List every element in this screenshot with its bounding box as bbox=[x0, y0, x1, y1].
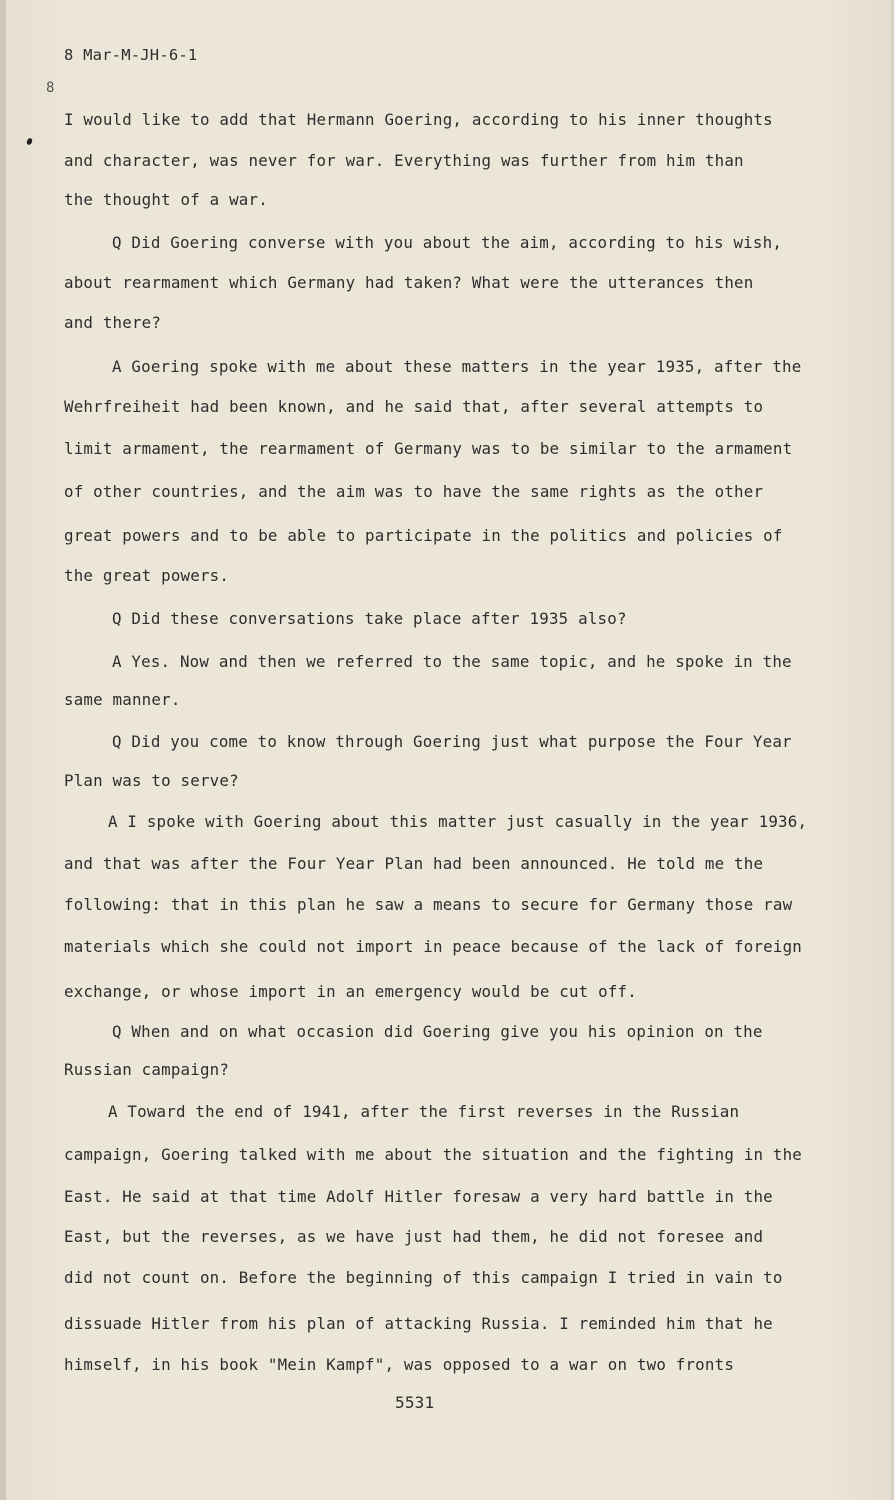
text-line: Q When and on what occasion did Goering give you his opinion on the bbox=[112, 1022, 763, 1041]
text-line: the thought of a war. bbox=[64, 190, 268, 209]
page-number: 5531 bbox=[395, 1393, 435, 1412]
text-line: Q Did these conversations take place after 1935 also? bbox=[112, 609, 627, 628]
text-line: and there? bbox=[64, 313, 162, 332]
text-line: exchange, or whose import in an emergency would be cut off. bbox=[64, 982, 637, 1001]
text-line: and character, was never for war. Everything was further from him than bbox=[64, 151, 744, 170]
margin-mark: 8 bbox=[46, 80, 55, 96]
text-line: A I spoke with Goering about this matter just casually in the year 1936, bbox=[108, 812, 808, 831]
text-line: A Toward the end of 1941, after the first reverses in the Russian bbox=[108, 1102, 740, 1121]
page-left-edge bbox=[0, 0, 6, 1500]
document-header: 8 Mar-M-JH-6-1 bbox=[64, 46, 198, 64]
text-line: and that was after the Four Year Plan had been announced. He told me the bbox=[64, 854, 764, 873]
text-line: about rearmament which Germany had taken? What were the utterances then bbox=[64, 273, 754, 292]
text-line: did not count on. Before the beginning of this campaign I tried in vain to bbox=[64, 1268, 783, 1287]
text-line: East. He said at that time Adolf Hitler foresaw a very hard battle in the bbox=[64, 1187, 773, 1206]
text-line: limit armament, the rearmament of Germany was to be similar to the armament bbox=[64, 439, 793, 458]
text-line: Q Did you come to know through Goering just what purpose the Four Year bbox=[112, 732, 792, 751]
text-line: campaign, Goering talked with me about the situation and the fighting in the bbox=[64, 1145, 802, 1164]
margin-ink-dot bbox=[26, 137, 33, 145]
text-line: of other countries, and the aim was to have the same rights as the other bbox=[64, 482, 764, 501]
text-line: I would like to add that Hermann Goering, according to his inner thoughts bbox=[64, 110, 773, 129]
text-line: East, but the reverses, as we have just had them, he did not foresee and bbox=[64, 1227, 764, 1246]
text-line: Plan was to serve? bbox=[64, 771, 239, 790]
text-line: Russian campaign? bbox=[64, 1060, 230, 1079]
text-line: himself, in his book "Mein Kampf", was opposed to a war on two fronts bbox=[64, 1355, 735, 1374]
text-line: following: that in this plan he saw a means to secure for Germany those raw bbox=[64, 895, 793, 914]
text-line: the great powers. bbox=[64, 566, 230, 585]
text-line: great powers and to be able to participate in the politics and policies of bbox=[64, 526, 783, 545]
text-line: materials which she could not import in peace because of the lack of foreign bbox=[64, 937, 802, 956]
text-line: Wehrfreiheit had been known, and he said that, after several attempts to bbox=[64, 397, 764, 416]
text-line: A Goering spoke with me about these matters in the year 1935, after the bbox=[112, 357, 802, 376]
text-line: A Yes. Now and then we referred to the same topic, and he spoke in the bbox=[112, 652, 792, 671]
text-line: Q Did Goering converse with you about the aim, according to his wish, bbox=[112, 233, 783, 252]
text-line: dissuade Hitler from his plan of attacking Russia. I reminded him that he bbox=[64, 1314, 773, 1333]
text-line: same manner. bbox=[64, 690, 181, 709]
